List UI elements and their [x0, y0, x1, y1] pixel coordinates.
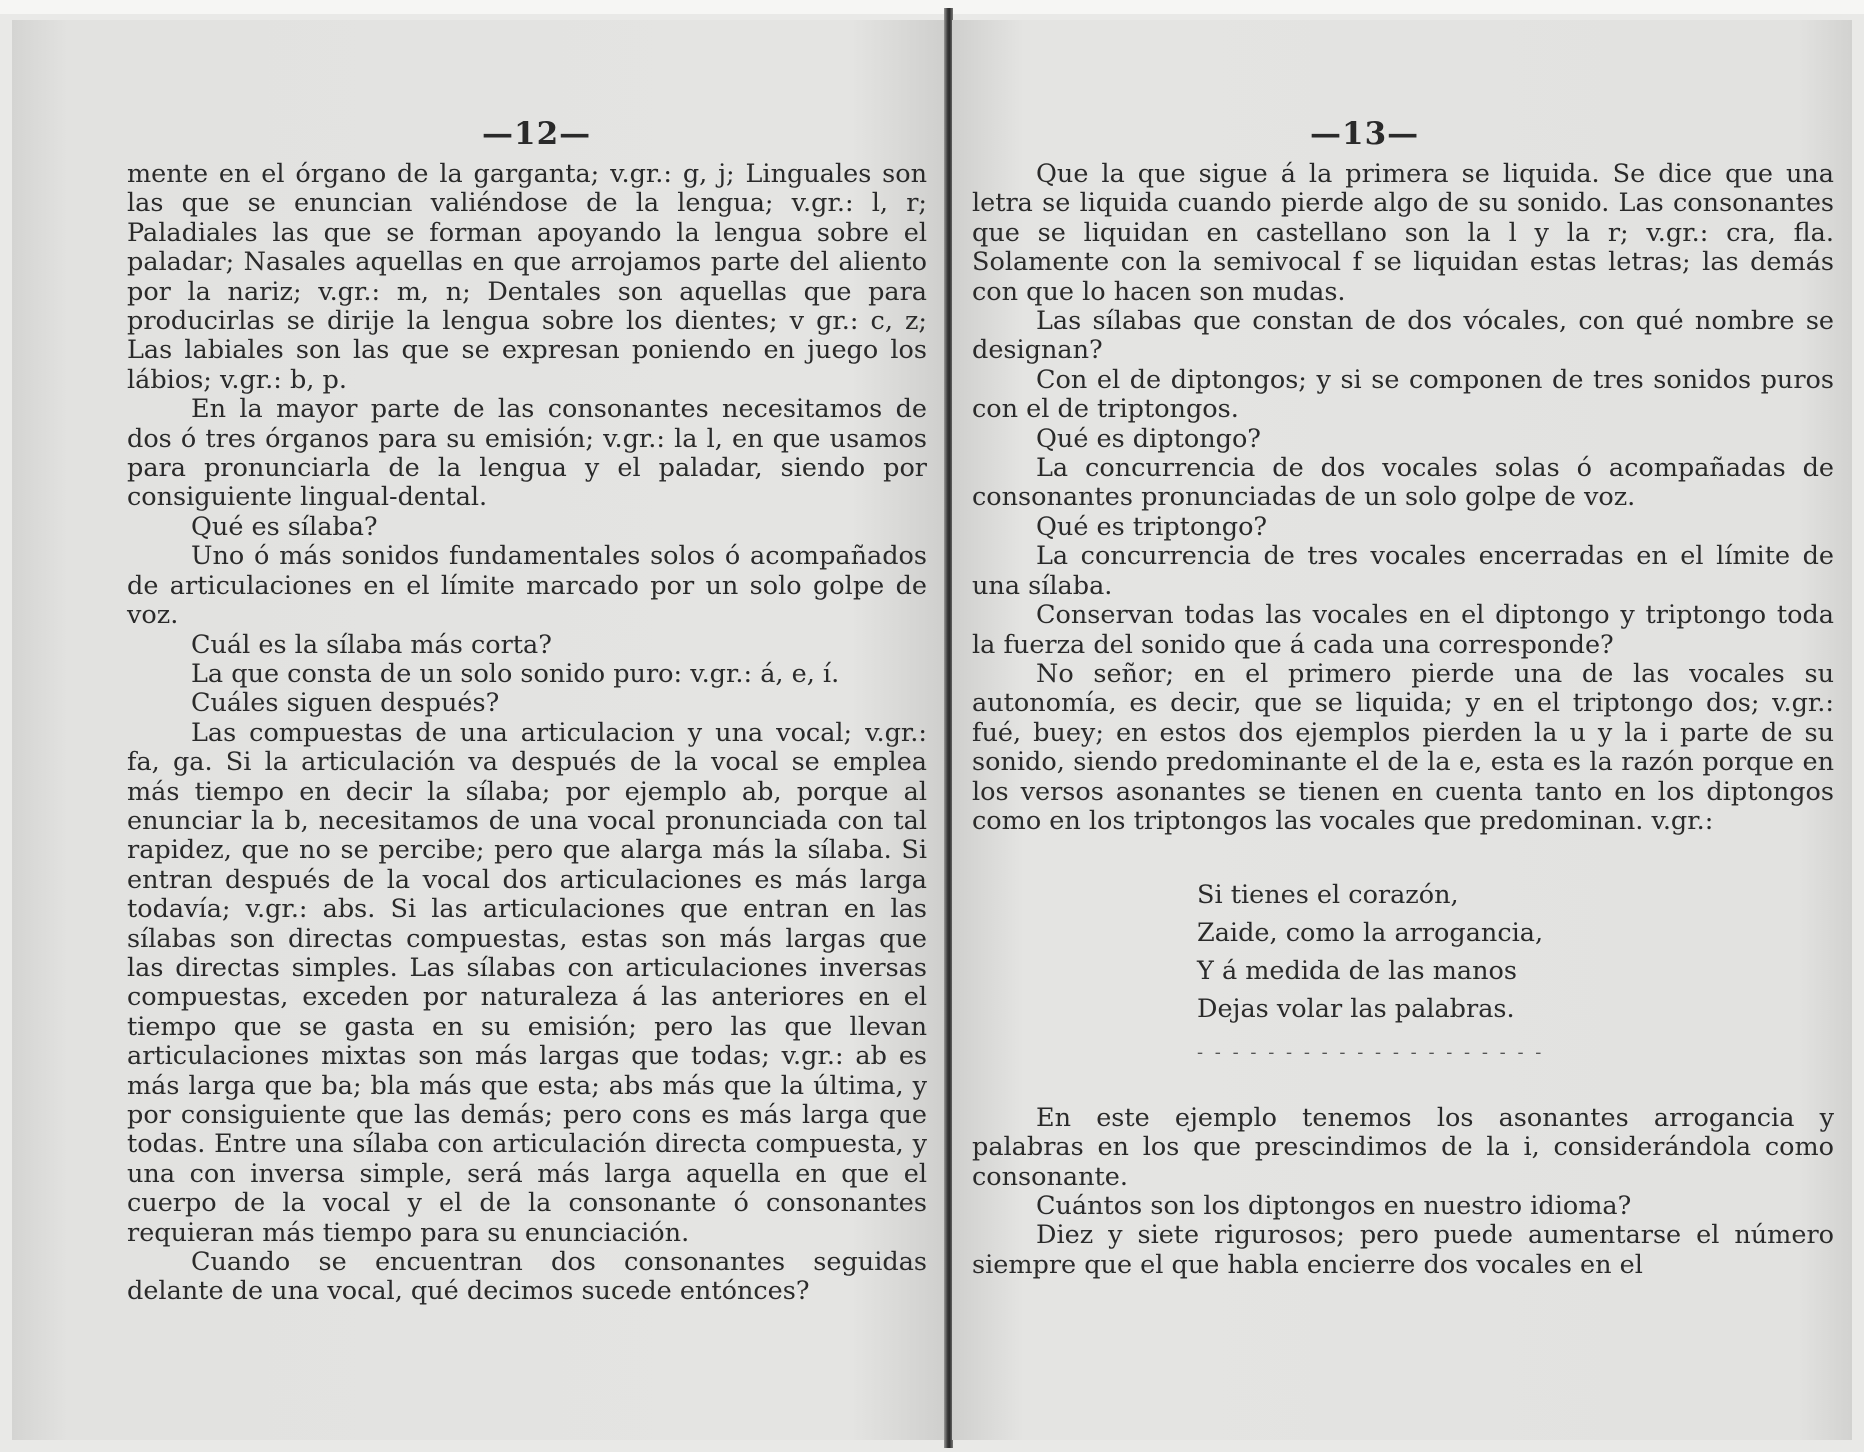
right-page [952, 20, 1852, 1440]
verse-separator: - - - - - - - - - - - - - - - - - - - - [1197, 1042, 1545, 1064]
verse-line: Zaide, como la arrogancia, [1197, 918, 1544, 949]
left-page-body [127, 160, 927, 1307]
paragraph: Las sílabas que constan de dos vócales, con qué nombre se designan? [972, 306, 1834, 366]
left-page [12, 20, 944, 1440]
paragraph: Cuál es la sílaba más corta? [191, 629, 552, 660]
right-page-body [972, 160, 1834, 1280]
page-number-right: —13— [1310, 116, 1420, 152]
verse-line: Y á medida de las manos [1197, 956, 1517, 987]
paragraph: Uno ó más sonidos fundamentales solos ó acompañados de articulaciones en el límite marcado por un solo golpe de voz. [127, 541, 927, 631]
paragraph: Que la que sigue á la primera se liquida. Se dice que una letra se liquida cuando pierde algo de su sonido. Las consonantes que se liquidan en castellano son la l y la r; v.gr.: cra, fla. Solamente con la semivocal f se liquidan estas letras; las demás con que lo hacen son mudas. [972, 159, 1834, 307]
paragraph: Qué es diptongo? [1036, 423, 1261, 454]
verse-line: Si tienes el corazón, [1197, 880, 1459, 911]
paragraph: La concurrencia de tres vocales encerradas en el límite de una sílaba. [972, 541, 1834, 601]
verse-line: Dejas volar las palabras. [1197, 994, 1515, 1025]
paragraph: Qué es triptongo? [1036, 511, 1268, 542]
paragraph: Las compuestas de una articulacion y una vocal; v.gr.: fa, ga. Si la articulación va después de la vocal se emplea más tiempo en decir la sílaba; por ejemplo ab, porque al enunciar la b, necesitamos de una vocal pronunciada con tal rapidez, que no se percibe; pero que alarga más la sílaba. Si entran después de la vocal dos articulaciones es más larga todavía; v.gr.: abs. Si las articulaciones que entran en las sílabas son directas compuestas, estas son más largas que las directas simples. Las sílabas con articulaciones inversas compuestas, exceden por naturaleza á las anteriores en el tiempo que se gasta en su emisión; pero las que llevan articulaciones mixtas son más largas que todas; v.gr.: ab es más larga que ba; bla más que esta; abs más que la última, y por consiguiente que las demás; pero cons es más larga que todas. Entre una sílaba con articulación directa compuesta, y una con inversa simple, será más larga aquella en que el cuerpo de la vocal y el de la consonante ó consonantes requieran más tiempo para su enunciación. [127, 717, 927, 1248]
paragraph: Con el de diptongos; y si se componen de tres sonidos puros con el de triptongos. [972, 364, 1834, 425]
paragraph: Cuáles siguen después? [191, 688, 500, 719]
paragraph: La concurrencia de dos vocales solas ó acompañadas de consonantes pronunciadas de un solo golpe de voz. [972, 453, 1834, 513]
paragraph: Cuando se encuentran dos consonantes seguidas delante de una vocal, qué decimos sucede entónces? [127, 1247, 927, 1307]
paragraph: Qué es sílaba? [191, 511, 378, 542]
page-number-left: —12— [482, 116, 592, 152]
paragraph: En este ejemplo tenemos los asonantes arrogancia y palabras en los que prescindimos de la i, considerándola como consonante. [972, 1102, 1834, 1192]
paragraph: Diez y siete rigurosos; pero puede aumentarse el número siempre que el que habla encierre dos vocales en el [972, 1220, 1834, 1280]
paragraph: Conservan todas las vocales en el diptongo y triptongo toda la fuerza del sonido que á cada una corresponde? [972, 600, 1834, 660]
paragraph: La que consta de un solo sonido puro: v.gr.: á, e, í. [191, 658, 840, 689]
paragraph: No señor; en el primero pierde una de las vocales su autonomía, es decir, que se liquida; y en el triptongo dos; v.gr.: fué, buey; en estos dos ejemplos pierden la u y la i parte de su sonido, siendo predominante el de la e, esta es la razón porque en los versos asonantes se tienen en cuenta tanto en los diptongos como en los triptongos las vocales que predominan. v.gr.: [972, 658, 1834, 836]
scan-top-edge [0, 0, 1864, 14]
paragraph: Cuántos son los diptongos en nuestro idioma? [1036, 1190, 1632, 1221]
poem-verse [1197, 876, 1834, 1028]
right-paragraphs-after-verse [972, 1104, 1834, 1280]
paragraph: mente en el órgano de la garganta; v.gr.: g, j; Linguales son las que se enuncian valiéndose de la lengua; v.gr.: l, r; Paladiales las que se forman apoyando la lengua sobre el paladar; Nasales aquellas en que arrojamos parte del aliento por la nariz; v.gr.: m, n; Dentales son aquellas que para producirlas se dirije la lengua sobre los dientes; v gr.: c, z; Las labiales son las que se expresan poniendo en juego los lábios; v.gr.: b, p. [127, 159, 927, 395]
right-paragraphs-before-verse [972, 160, 1834, 836]
paragraph: En la mayor parte de las consonantes necesitamos de dos ó tres órganos para su emisión; v.gr.: la l, en que usamos para pronunciarla de la lengua y el paladar, siendo por consiguiente lingual-dental. [127, 394, 927, 513]
